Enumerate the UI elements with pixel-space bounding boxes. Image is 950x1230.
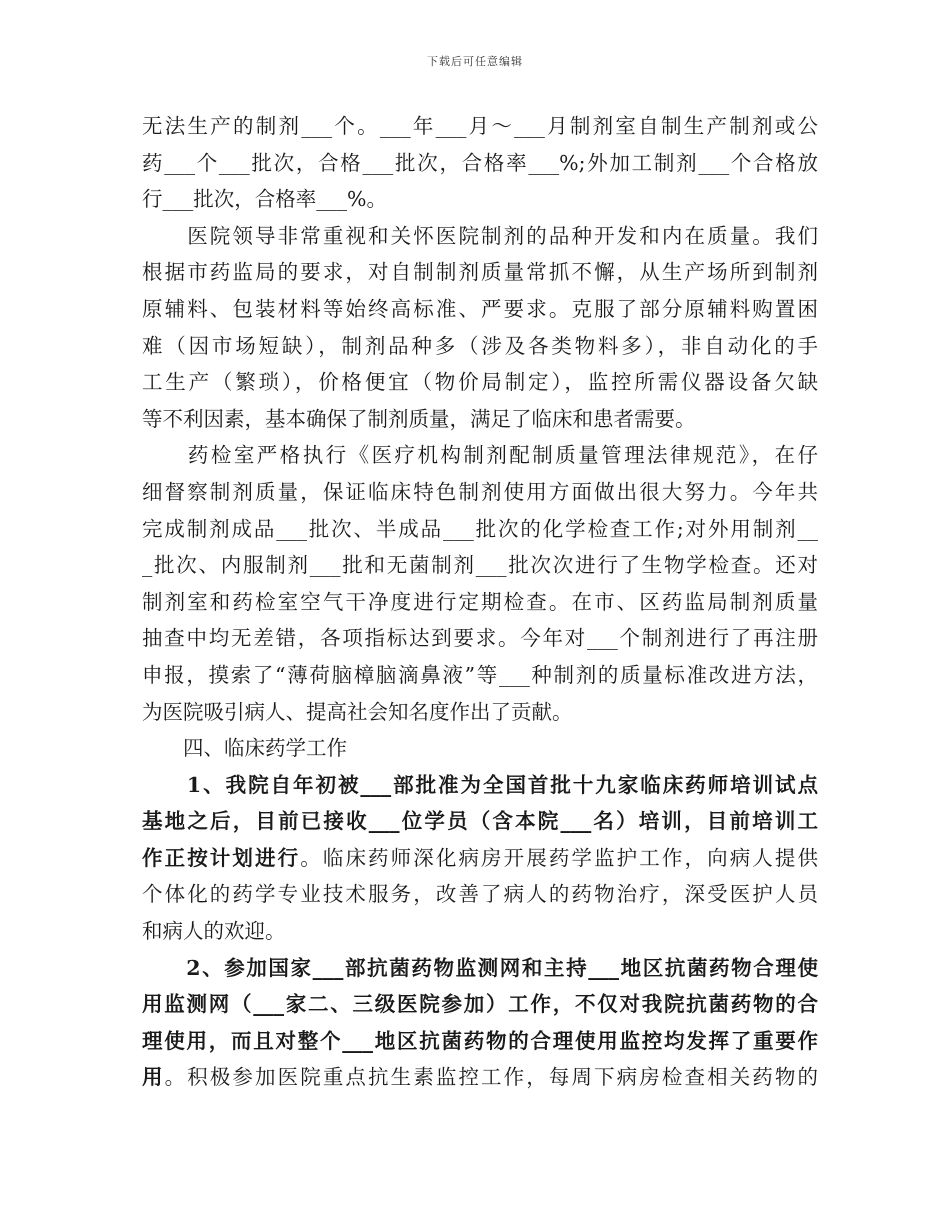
body-text: 申报，摸索了“薄荷脑樟脑滴鼻液”等___种制剂的质量标准改进方法， [142,662,818,687]
text-line [142,511,818,548]
text-line [142,1059,818,1096]
text-line [142,108,818,145]
body-text: 药检室严格执行《医疗机构制剂配制质量管理法律规范》，在仔 [142,443,818,468]
body-text: 。临床药师深化病房开展药学监护工作，向病人提供 [300,845,819,870]
text-line [142,657,818,694]
body-text: 根据市药监局的要求，对自制制剂质量常抓不懈，从生产场所到制剂 [142,260,818,285]
text-line [142,181,818,218]
text-line [142,401,818,438]
body-text: 和病人的欢迎。 [142,919,286,944]
text-line [142,950,818,987]
text-line [142,1023,818,1060]
bold-text: 2、参加国家___部抗菌药物监测网和主持___地区抗菌药物合理使 [142,955,818,980]
text-line [142,474,818,511]
bold-text: 作正按计划进行 [142,845,301,870]
body-text: 个体化的药学专业技术服务，改善了病人的药物治疗，深受医护人员 [142,882,818,907]
body-text: 药___个___批次，合格___批次，合格率___%;外加工制剂___个合格放 [142,150,818,175]
text-line [142,694,818,731]
bold-text: 基地之后，目前已接收___位学员（含本院___名）培训，目前培训工 [142,809,818,834]
body-text: 完成制剂成品___批次、半成品___批次的化学检查工作;对外用制剂__ [142,516,818,541]
text-line [142,437,818,474]
text-line [142,730,818,767]
text-line [142,913,818,950]
body-text: 原辅料、包装材料等始终高标准、严要求。克服了部分原辅料购置困 [142,296,818,321]
bold-text: 用监测网（___家二、三级医院参加）工作，不仅对我院抗菌药物的合 [142,992,818,1017]
body-text: 制剂室和药检室空气干净度进行定期检查。在市、区药监局制剂质量 [142,589,818,614]
body-text: 无法生产的制剂___个。___年___月～___月制剂室自制生产制剂或公 [142,114,818,138]
text-line [142,803,818,840]
text-line [142,218,818,255]
text-line [142,547,818,584]
body-text: 。积极参加医院重点抗生素监控工作，每周下病房检查相关药物的 [164,1065,819,1090]
body-text: _批次、内服制剂___批和无菌制剂___批次次进行了生物学检查。还对 [142,553,818,578]
bold-text: 1、我院自年初被___部批准为全国首批十九家临床药师培训试点 [142,772,818,797]
paragraph [142,437,818,730]
text-line [142,145,818,182]
text-line [142,876,818,913]
paragraph [142,108,818,218]
text-line [142,620,818,657]
body-text: 四、临床药学工作 [142,736,347,761]
text-line [142,328,818,365]
bold-text: 理使用，而且对整个___地区抗菌药物的合理使用监控均发挥了重要作 [142,1028,818,1053]
paragraph [142,950,818,1096]
body-text: 抽查中均无差错，各项指标达到要求。今年对___个制剂进行了再注册 [142,626,818,651]
text-line [142,291,818,328]
body-text: 难（因市场短缺），制剂品种多（涉及各类物料多），非自动化的手 [142,333,818,358]
body-text: 工生产（繁琐），价格便宜（物价局制定），监控所需仪器设备欠缺 [142,370,818,395]
paragraph [142,767,818,950]
body-text: 为医院吸引病人、提高社会知名度作出了贡献。 [142,699,573,724]
paragraph [142,730,818,767]
text-line [142,254,818,291]
text-line [142,364,818,401]
document-body [142,108,818,1096]
text-line [142,986,818,1023]
body-text: 医院领导非常重视和关怀医院制剂的品种开发和内在质量。我们 [142,223,818,248]
body-text: 等不利因素，基本确保了制剂质量，满足了临床和患者需要。 [142,406,696,431]
text-line [142,767,818,804]
paragraph [142,218,818,438]
page-header-note: 下载后可任意编辑 [427,55,523,68]
text-line [142,584,818,621]
bold-text: 用 [142,1065,165,1090]
text-line [142,840,818,877]
body-text: 细督察制剂质量，保证临床特色制剂使用方面做出很大努力。今年共 [142,479,818,504]
body-text: 行___批次，合格率___%。 [142,187,387,212]
